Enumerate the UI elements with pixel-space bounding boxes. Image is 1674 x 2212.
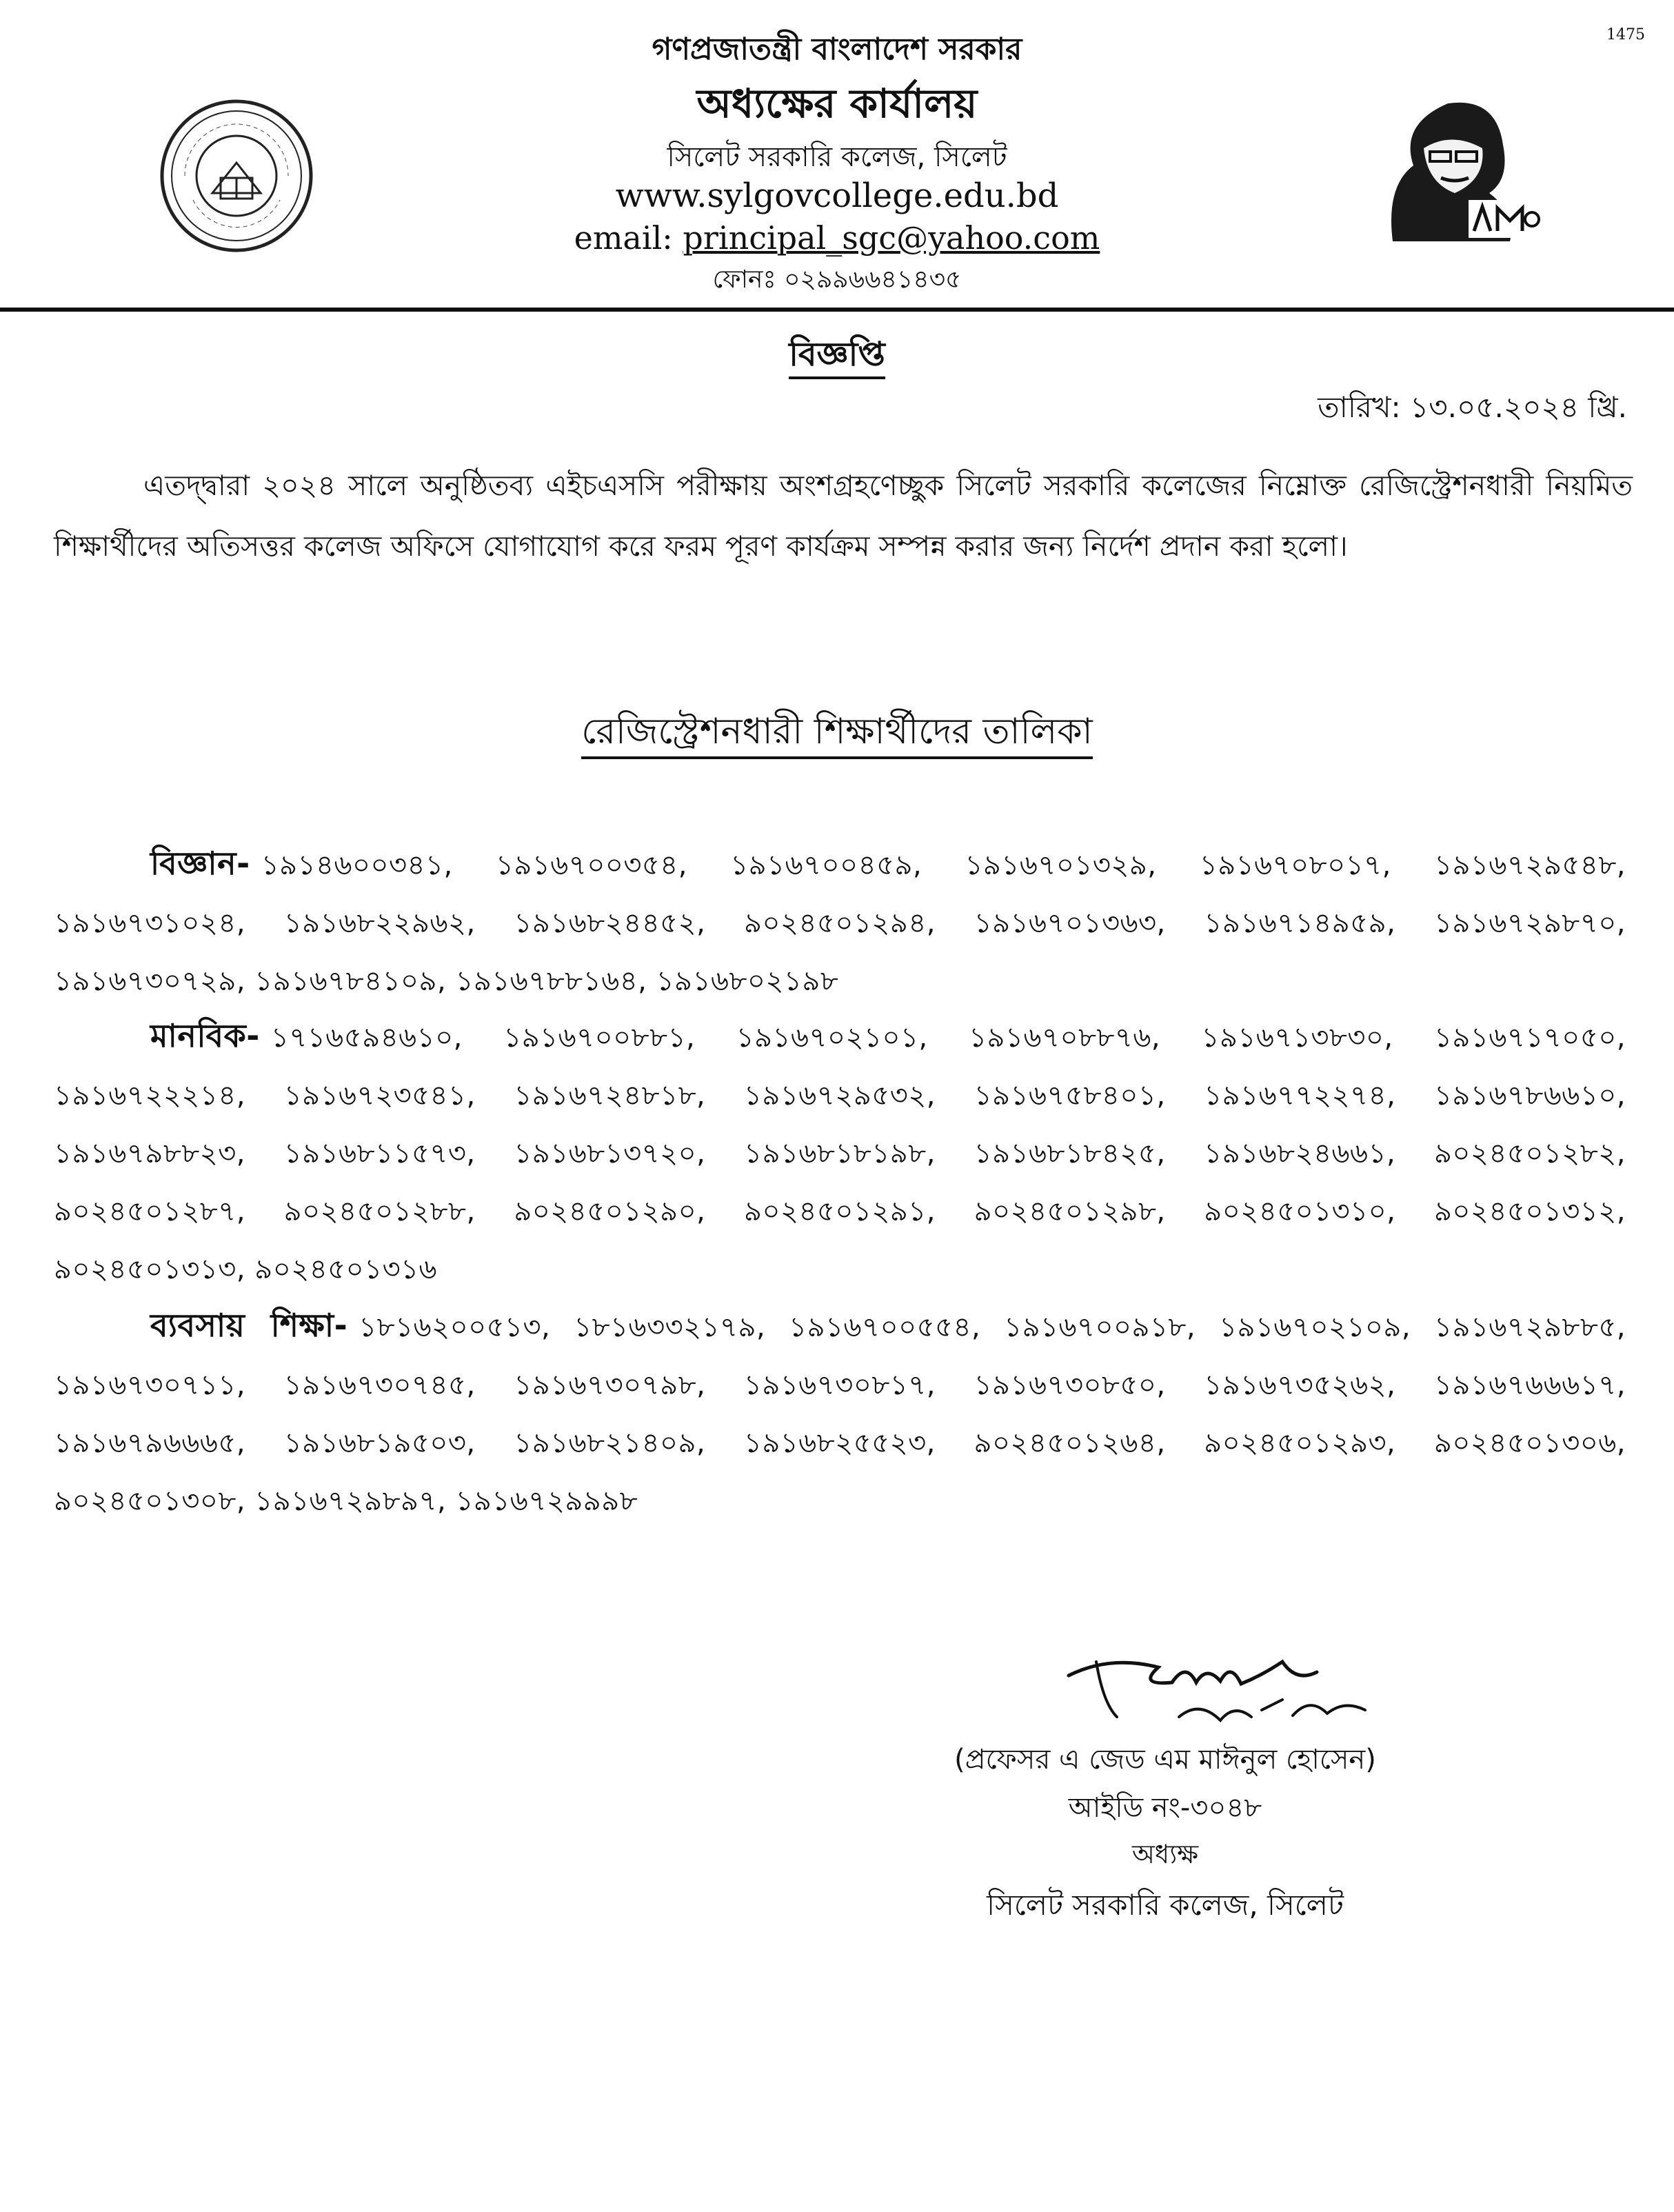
notice-body-text: এতদ্দ্বারা ২০২৪ সালে অনুষ্ঠিতব্য এইচএসসি পরীক্ষায় অংশগ্রহণেচ্ছুক সিলেট সরকারি কলেজের নিম্নোক্ত রেজিস্ট্রেশনধারী নিয়মিত শিক্ষার্থীদের অতিসত্তর কলেজ অফিসে যোগাযোগ করে ফরম পূরণ কার্যক্রম সম্পন্ন করার জন্য নির্দেশ প্রদান করা হলো। [54, 469, 1633, 563]
email-label: email: [574, 219, 673, 257]
page-number: 1475 [1606, 26, 1645, 43]
government-line: গণপ্রজাতন্ত্রী বাংলাদেশ সরকার [652, 32, 1022, 67]
list-heading [0, 703, 1674, 763]
notice-heading [0, 330, 1674, 384]
list-heading-text: রেজিস্ট্রেশনধারী শিক্ষার্থীদের তালিকা [581, 711, 1092, 759]
signer-college: সিলেট সরকারি কলেজ, সিলেট [987, 1888, 1344, 1922]
group-label-business: ব্যবসায় শিক্ষা- [150, 1307, 348, 1344]
registration-numbers-science: ১৯১৪৬০০৩৪১, ১৯১৬৭০০৩৫৪, ১৯১৬৭০০৪৫৯, ১৯১৬৭০১৩২৯, ১৯১৬৭০৮০১৭, ১৯১৬৭২৯৫৪৮, ১৯১৬৭৩১০২৪, ১৯১৬৮২২৯৬২, ১৯১৬৮২৪৪৫২, ৯০২৪৫০১২৯৪, ১৯১৬৭০১৩৬৩, ১৯১৬৭১৪৯৫৯, ১৯১৬৭২৯৮৭০, ১৯১৬৭৩০৭২৯, ১৯১৬৭৮৪১০৯, ১৯১৬৭৮৮১৬৪, ১৯১৬৮০২১৯৮ [54, 849, 1626, 997]
header-divider [0, 308, 1674, 312]
signer-title: অধ্যক্ষ [1131, 1839, 1198, 1869]
group-humanities [54, 1007, 1626, 1298]
college-name: সিলেট সরকারি কলেজ, সিলেট [667, 141, 1007, 173]
notice-heading-text: বিজ্ঞপ্তি [789, 335, 885, 379]
registration-numbers-business: ১৮১৬২০০৫১৩, ১৮১৬৩৩২১৭৯, ১৯১৬৭০০৫৫৪, ১৯১৬৭০০৯১৮, ১৯১৬৭০২১০৯, ১৯১৬৭২৯৮৮৫, ১৯১৬৭৩০৭১১, ১৯১৬৭৩০৭৪৫, ১৯১৬৭৩০৭৯৮, ১৯১৬৭৩০৮১৭, ১৯১৬৭৩০৮৫০, ১৯১৬৭৩৫২৬২, ১৯১৬৭৬৬৬১৭, ১৯১৬৭৯৬৬৬৫, ১৯১৬৮১৯৫০৩, ১৯১৬৮২১৪০৯, ১৯১৬৮২৫৫২৩, ৯০২৪৫০১২৬৪, ৯০২৪৫০১২৯৩, ৯০২৪৫০১৩০৬, ৯০২৪৫০১৩০৮, ১৯১৬৭২৯৮৯৭, ১৯১৬৭২৯৯৯৮ [54, 1311, 1626, 1517]
group-label-humanities: মানবিক- [150, 1017, 260, 1054]
signer-id: আইডি নং-৩০৪৮ [1068, 1792, 1262, 1824]
signer-name: (প্রফেসর এ জেড এম মাঈনুল হোসেন) [954, 1744, 1376, 1776]
group-label-science: বিজ্ঞান- [150, 845, 250, 882]
group-science [54, 834, 1626, 1010]
group-business [54, 1296, 1626, 1530]
phone-number: ফোনঃ ০২৯৯৬৬৪১৪৩৫ [712, 265, 962, 294]
office-title: অধ্যক্ষের কার্যালয় [696, 80, 978, 127]
registration-numbers-humanities: ১৭১৬৫৯৪৬১০, ১৯১৬৭০০৮৮১, ১৯১৬৭০২১০১, ১৯১৬৭০৮৮৭৬, ১৯১৬৭১৩৮৩০, ১৯১৬৭১৭০৫০, ১৯১৬৭২২২১৪, ১৯১৬৭২৩৫৪১, ১৯১৬৭২৪৮১৮, ১৯১৬৭২৯৫৩২, ১৯১৬৭৫৮৪০১, ১৯১৬৭৭২২৭৪, ১৯১৬৭৮৬৬১০, ১৯১৬৭৯৮৮২৩, ১৯১৬৮১১৫৭৩, ১৯১৬৮১৩৭২০, ১৯১৬৮১৮১৯৮, ১৯১৬৮১৮৪২৫, ১৯১৬৮২৪৬৬১, ৯০২৪৫০১২৮২, ৯০২৪৫০১২৮৭, ৯০২৪৫০১২৮৮, ৯০২৪৫০১২৯০, ৯০২৪৫০১২৯১, ৯০২৪৫০১২৯৮, ৯০২৪৫০১৩১০, ৯০২৪৫০১৩১২, ৯০২৪৫০১৩১৩, ৯০২৪৫০১৩১৬ [54, 1022, 1626, 1285]
email-link[interactable]: principal_sgc@yahoo.com [683, 219, 1100, 257]
notice-body [54, 455, 1633, 576]
notice-date: তারিখ: ১৩.০৫.২০২৪ খ্রি. [1318, 390, 1627, 424]
mujib-borsho-portrait-logo [1372, 83, 1544, 248]
website-link[interactable]: www.sylgovcollege.edu.bd [615, 177, 1059, 215]
